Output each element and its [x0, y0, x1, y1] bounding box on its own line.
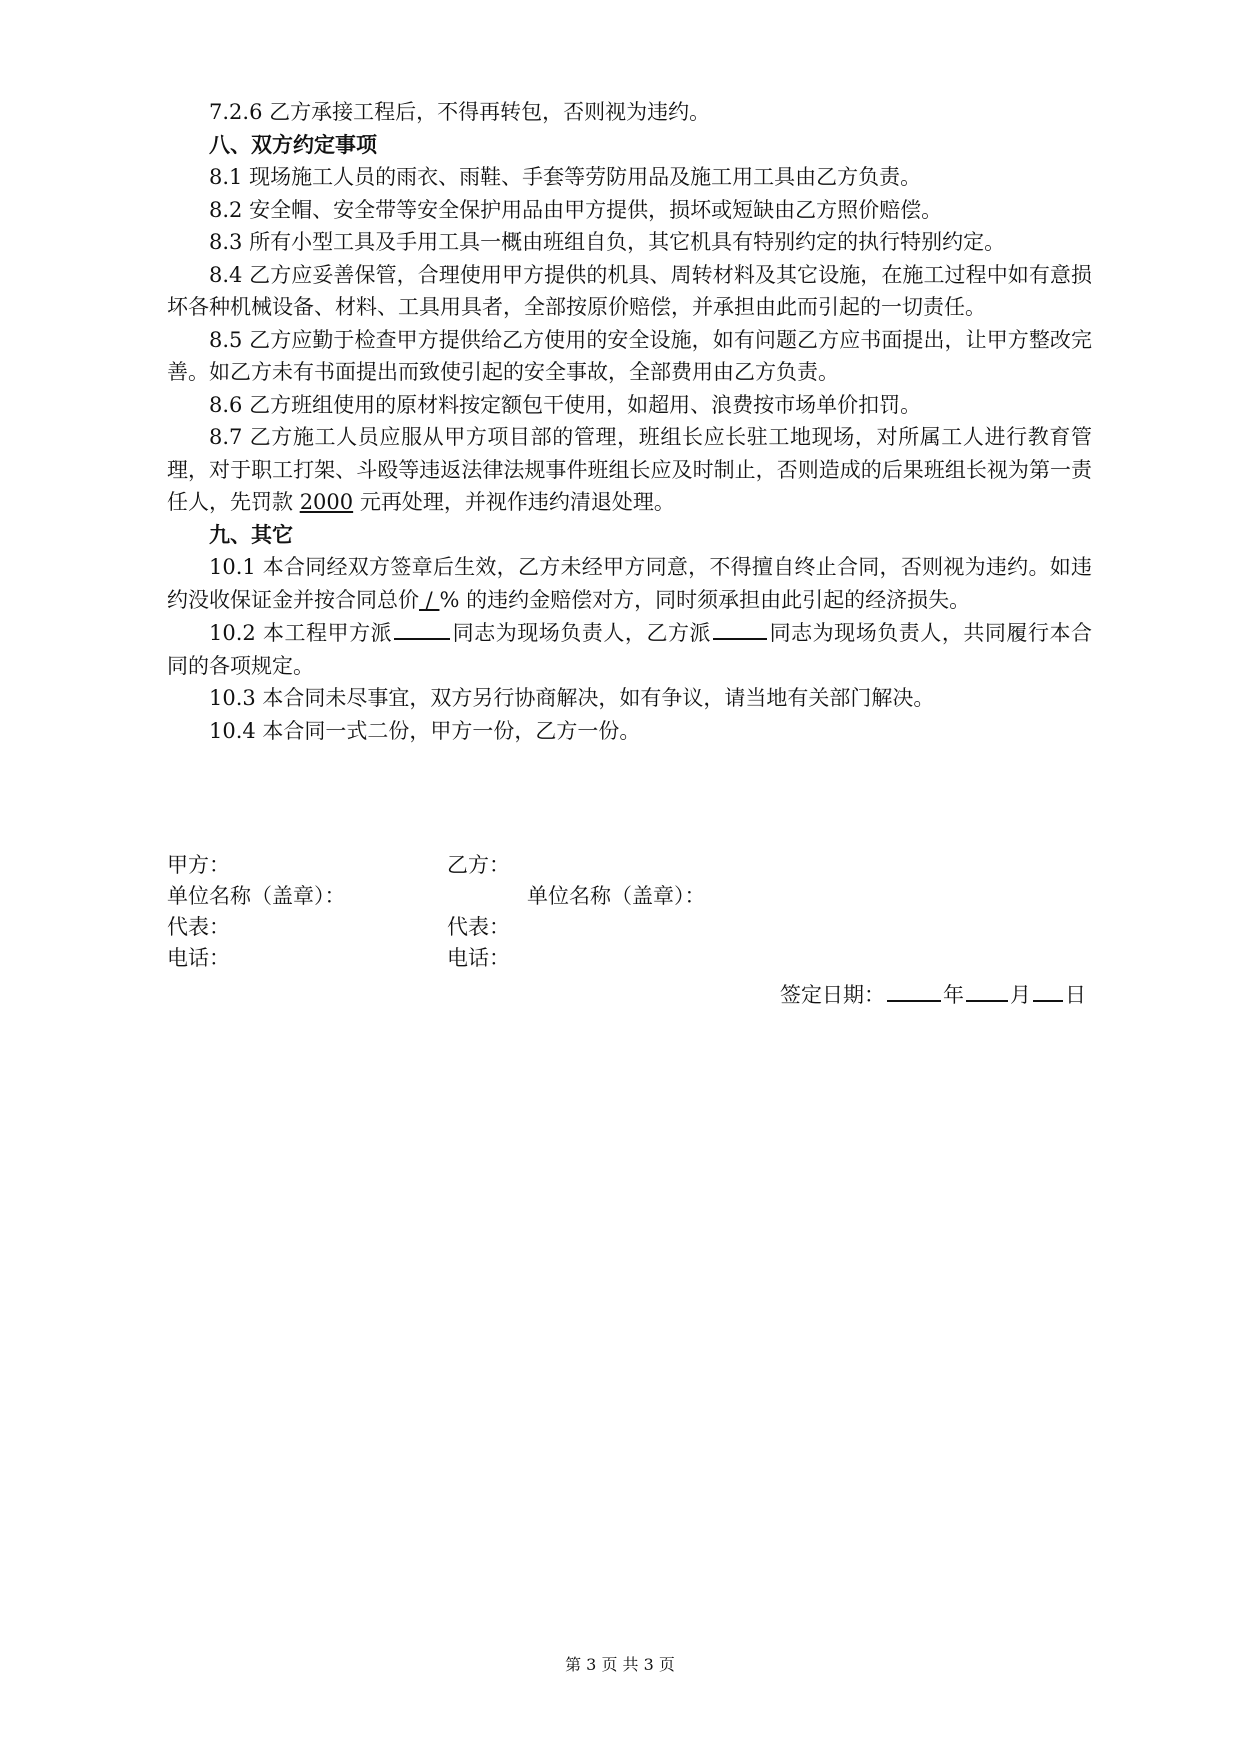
clause-8-4: 8.4 乙方应妥善保管，合理使用甲方提供的机具、周转材料及其它设施，在施工过程中如有意损坏各种机械设备、材料、工具用具者，全部按原价赔偿，并承担由此而引起的一切责任。: [167, 262, 1092, 319]
page-footer: 第 3 页 共 3 页: [565, 1655, 675, 1674]
signature-row-phone: [167, 943, 1092, 974]
clause-8-3: 8.3 所有小型工具及手用工具一概由班组自负，其它机具有特别约定的执行特别约定。: [209, 230, 1006, 254]
clause-8-6: 8.6 乙方班组使用的原材料按定额包干使用，如超用、浪费按市场单价扣罚。: [209, 392, 922, 417]
section-heading-8: 八、双方约定事项: [209, 131, 377, 157]
clause-7-2-6: 7.2.6 乙方承接工程后，不得再转包，否则视为违约。: [209, 100, 711, 124]
party-a-manager-blank: [394, 616, 450, 640]
party-b-rep-label: 代表：: [447, 915, 510, 939]
clause-8-7-text-a: 8.7 乙方施工人员应服从甲方项目部的管理，班组长应长驻工地现场，对所属工人进行教育管理，对于职工打架、斗殴等违返法律法规事件班组长应及时制止，否则造成的后果班组长视为第一责任人，先罚款: [167, 425, 1092, 514]
clause-10-2-text-b: 同志为现场负责人，乙方派: [452, 621, 712, 646]
party-a-label: 甲方：: [167, 853, 230, 877]
clause-10-4: 10.4 本合同一式二份，甲方一份，乙方一份。: [209, 718, 641, 743]
clause-8-1: 8.1 现场施工人员的雨衣、雨鞋、手套等劳防用品及施工用工具由乙方负责。: [209, 165, 922, 189]
signature-row-party: [167, 850, 1092, 881]
year-blank: [887, 978, 941, 1002]
party-a-phone-label: 电话：: [167, 946, 230, 970]
clause-10-1-text-a: 10.1 本合同经双方签章后生效，乙方未经甲方同意，不得擅自终止合同，否则视为违约。如违约没收保证金并按合同总价: [167, 555, 1092, 612]
clause-10-2-text-c: 同志为现场负责人，共同履行本合同的各项规定。: [167, 621, 1093, 678]
clause-10-1: [167, 551, 1092, 616]
clause-8-2: 8.2 安全帽、安全带等安全保护用品由甲方提供，损坏或短缺由乙方照价赔偿。: [209, 197, 943, 222]
month-blank: [966, 978, 1008, 1002]
party-a-unit-label: 单位名称（盖章）：: [167, 884, 346, 908]
day-label: 日: [1065, 983, 1086, 1008]
signature-row-unit: [167, 881, 1092, 912]
clause-8-7: [167, 421, 1092, 519]
party-b-unit-label: 单位名称（盖章）：: [527, 884, 706, 908]
clause-8-5: 8.5 乙方应勤于检查甲方提供给乙方使用的安全设施，如有问题乙方应书面提出，让甲方整改完善。如乙方未有书面提出而致使引起的安全事故，全部费用由乙方负责。: [167, 327, 1092, 384]
fine-amount: 2000: [299, 490, 354, 514]
day-blank: [1033, 978, 1063, 1002]
contract-body: [167, 96, 1092, 747]
clause-8-7-text-b: 元再处理，并视作违约清退处理。: [359, 490, 675, 514]
section-heading-9: 九、其它: [209, 521, 293, 547]
clause-10-1-text-b: % 的违约金赔偿对方，同时须承担由此引起的经济损失。: [439, 587, 971, 612]
party-b-phone-label: 电话：: [447, 946, 510, 970]
penalty-percent-field: /: [419, 587, 440, 612]
month-label: 月: [1010, 983, 1031, 1008]
signing-date-label: 签定日期：: [780, 983, 885, 1008]
party-b-manager-blank: [713, 616, 767, 640]
signing-date-row: [167, 978, 1092, 1012]
year-label: 年: [943, 983, 964, 1008]
party-a-rep-label: 代表：: [167, 915, 230, 939]
signature-block: [167, 850, 1092, 1012]
party-b-label: 乙方：: [447, 853, 510, 877]
signing-date: [780, 978, 1086, 1011]
clause-10-3: 10.3 本合同未尽事宜，双方另行协商解决，如有争议，请当地有关部门解决。: [209, 686, 935, 711]
clause-10-2-text-a: 10.2 本工程甲方派: [209, 621, 393, 646]
signature-row-rep: [167, 912, 1092, 943]
clause-10-2: [167, 616, 1092, 682]
